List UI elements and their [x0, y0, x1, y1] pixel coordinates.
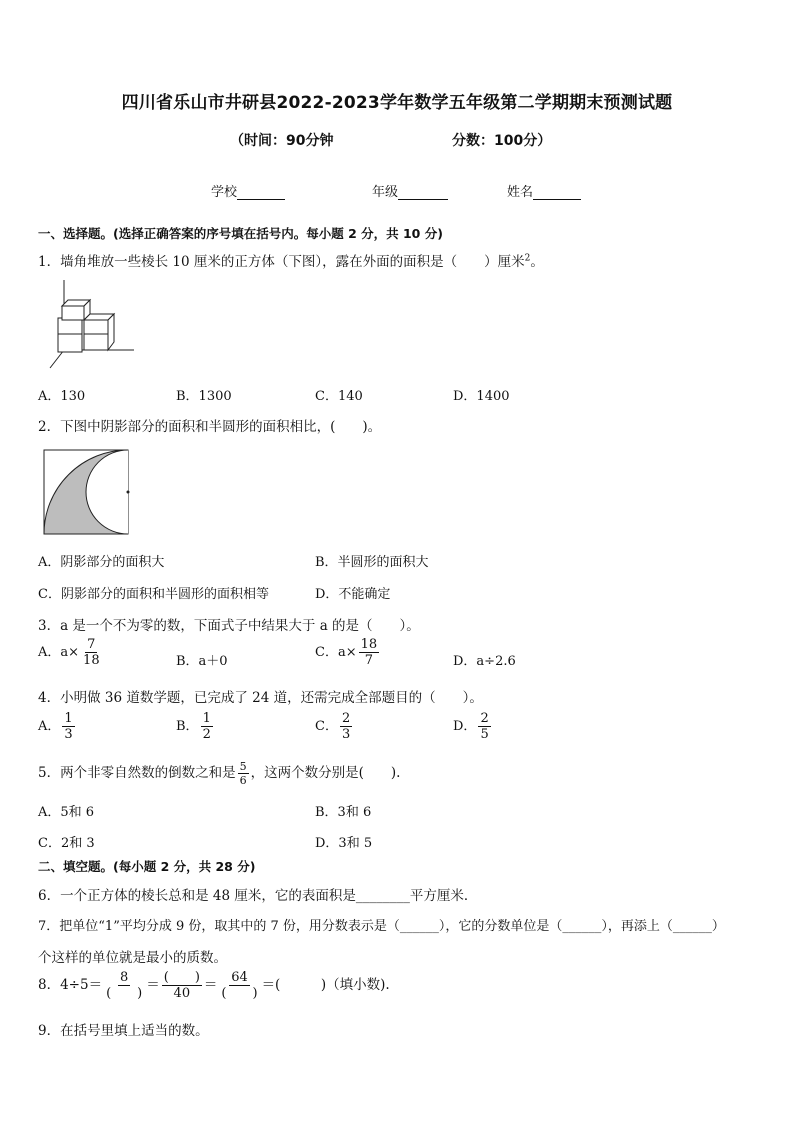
name-field [507, 181, 581, 200]
question-1-sup: 2 [524, 253, 531, 264]
question-9: 9．在括号里填上适当的数。 [38, 1023, 209, 1039]
grade-field [372, 181, 448, 200]
q2-option-b[interactable]: B．半圆形的面积大 [315, 555, 429, 570]
q4-option-d[interactable]: D． $\frac{2}{5}$ [453, 711, 489, 742]
question-1 [38, 250, 544, 270]
grade-blank[interactable] [398, 185, 448, 200]
question-1-text: 1．墙角堆放一些棱长 10 厘米的正方体（下图），露在外面的面积是（ ）厘米 [38, 254, 525, 270]
q3-c-fraction: $\frac{18}{7}$ [360, 637, 378, 668]
q1-option-d[interactable]: D．1400 [453, 389, 510, 404]
q5-option-a[interactable]: A．5和 6 [38, 805, 95, 820]
q5-option-d[interactable]: D．3和 5 [315, 836, 373, 851]
school-label: 学校 [211, 185, 238, 200]
question-3: 3．a 是一个不为零的数，下面式子中结果大于 a 的是（ ）。 [38, 618, 420, 634]
q8-fraction-1: $\frac{8}{( )}$ [106, 970, 143, 1001]
q4-option-b[interactable]: B． $\frac{1}{2}$ [176, 711, 211, 742]
name-label: 姓名 [507, 185, 534, 200]
q4-option-a[interactable]: A． $\frac{1}{3}$ [38, 711, 73, 742]
question-7-line-2: 个这样的单位就是最小的质数。 [38, 950, 227, 966]
q8-fraction-2: $\frac{( )}{40}$ [163, 970, 200, 1001]
q3-a-fraction: $\frac{7}{18}$ [83, 637, 100, 668]
page-title: 四川省乐山市井研县2022-2023学年数学五年级第二学期期末预测试题 [121, 93, 673, 113]
name-blank[interactable] [533, 185, 581, 200]
q1-option-a[interactable]: A．130 [38, 389, 86, 404]
q1-option-b[interactable]: B．1300 [176, 389, 232, 404]
q3-option-d[interactable]: D．a÷2.6 [453, 654, 516, 669]
q4-d-fraction: $\frac{2}{5}$ [480, 711, 489, 742]
question-2: 2．下图中阴影部分的面积和半圆形的面积相比，( )。 [38, 419, 382, 435]
question-7-line-1: 7．把单位“1”平均分成 9 份，取其中的 7 份，用分数表示是（______），它的分数单位是（______），再添上（______） [38, 919, 725, 934]
question-4: 4．小明做 36 道数学题，已完成了 24 道，还需完成全部题目的（ ）。 [38, 690, 483, 706]
exam-time: （时间：90分钟 [230, 133, 334, 149]
q3-option-a[interactable]: A．a× $\frac{7}{18}$ [38, 637, 100, 668]
q4-option-c[interactable]: C． $\frac{2}{3}$ [315, 711, 351, 742]
q3-option-c[interactable]: C．a× $\frac{18}{7}$ [315, 637, 378, 668]
q1-option-c[interactable]: C．140 [315, 389, 363, 404]
cubes-figure [44, 278, 140, 370]
exam-score: 分数：100分） [452, 133, 552, 149]
q5-option-b[interactable]: B．3和 6 [315, 805, 372, 820]
q2-option-a[interactable]: A．阴影部分的面积大 [38, 555, 165, 570]
question-1-end: 。 [530, 254, 544, 270]
question-8: 8．4÷5＝ $\frac{8}{( )}$ ＝ $\frac{( )}{40}$ ＝ $\frac{64}{( )}$ ＝( )（填小数). [38, 970, 390, 1001]
section-1-heading: 一、选择题。(选择正确答案的序号填在括号内。每小题 2 分，共 10 分) [38, 226, 443, 241]
q2-option-d[interactable]: D．不能确定 [315, 587, 391, 602]
q4-b-fraction: $\frac{1}{2}$ [202, 711, 211, 742]
section-2-heading: 二、填空题。(每小题 2 分，共 28 分) [38, 859, 256, 874]
school-blank[interactable] [237, 185, 285, 200]
q4-c-fraction: $\frac{2}{3}$ [341, 711, 351, 742]
q4-a-fraction: $\frac{1}{3}$ [64, 711, 73, 742]
q3-option-b[interactable]: B．a＋0 [176, 654, 228, 669]
grade-label: 年级 [372, 185, 399, 200]
q5-fraction: $\frac{5}{6}$ [239, 760, 247, 787]
q5-option-c[interactable]: C．2和 3 [38, 836, 95, 851]
question-6: 6．一个正方体的棱长总和是 48 厘米，它的表面积是________平方厘米． [38, 888, 478, 904]
question-5: 5．两个非零自然数的倒数之和是 $\frac{5}{6}$ ，这两个数分别是( ). [38, 760, 401, 787]
q8-fraction-3: $\frac{64}{( )}$ [221, 970, 258, 1001]
school-field [211, 181, 285, 200]
semicircle-figure [42, 448, 132, 538]
q2-option-c[interactable]: C．阴影部分的面积和半圆形的面积相等 [38, 587, 269, 602]
